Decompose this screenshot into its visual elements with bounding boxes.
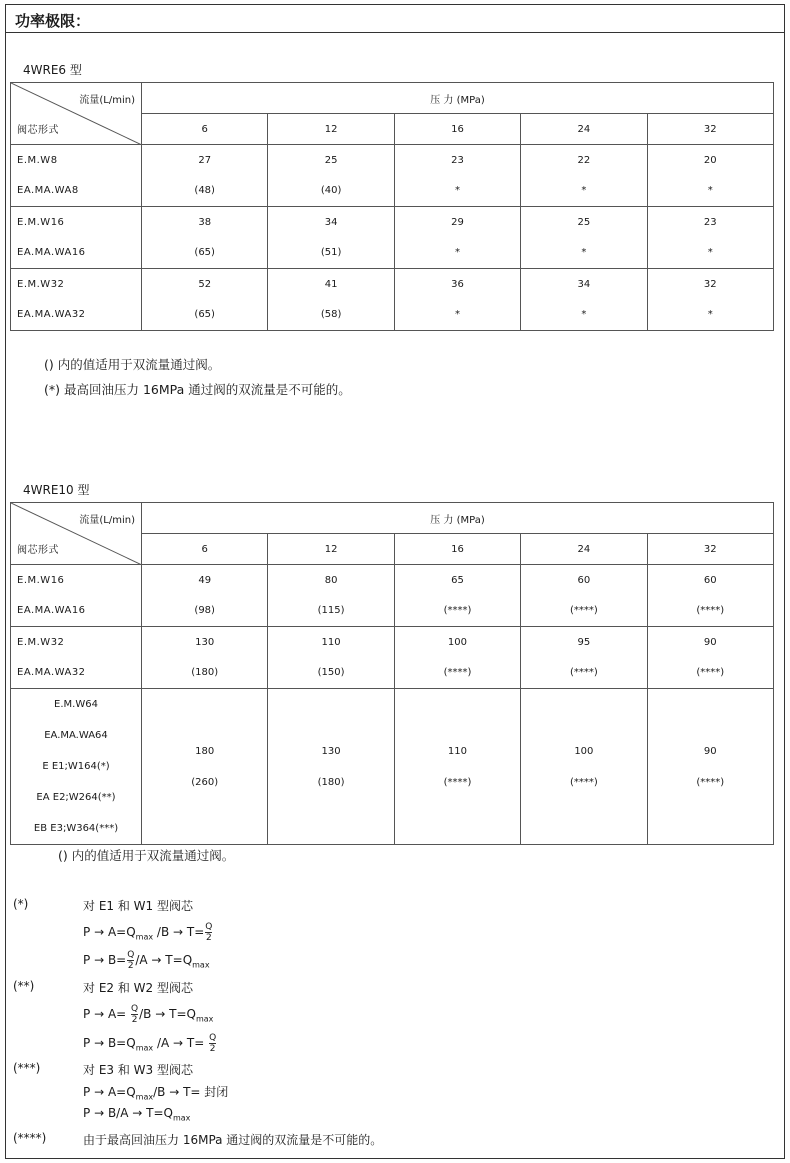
flow-value: 110 bbox=[268, 627, 394, 658]
table-row bbox=[11, 565, 774, 596]
flow-value: (****) bbox=[394, 658, 520, 689]
table-row-w64 bbox=[11, 689, 774, 845]
flow-value: 49 bbox=[142, 565, 268, 596]
spool-label: EA.MA.WA64 bbox=[44, 730, 108, 741]
value: 130 bbox=[321, 745, 341, 757]
flow-value: (****) bbox=[647, 596, 773, 627]
page-title: 功率极限： bbox=[6, 5, 784, 33]
table-row bbox=[11, 596, 774, 627]
w64-cell bbox=[394, 689, 520, 845]
flow-value: 27 bbox=[142, 145, 268, 176]
flow-value: (****) bbox=[521, 596, 647, 627]
pressure-col: 24 bbox=[521, 114, 647, 145]
spool-label: E.M.W8 bbox=[11, 145, 142, 176]
value-dual: (****) bbox=[443, 776, 472, 788]
flow-value: 25 bbox=[268, 145, 394, 176]
spool-header: 阀芯形式 bbox=[11, 114, 142, 145]
legend-key-2: (**) bbox=[13, 979, 35, 993]
table-row bbox=[11, 238, 774, 269]
flow-value: 23 bbox=[394, 145, 520, 176]
flow-value: 34 bbox=[268, 207, 394, 238]
spool-label: E.M.W32 bbox=[11, 627, 142, 658]
table-row bbox=[11, 627, 774, 658]
legend-text-2: 对 E2 和 W2 型阀芯 bbox=[83, 981, 193, 995]
corner-cell bbox=[11, 83, 142, 114]
spool-label: E.M.W32 bbox=[11, 269, 142, 300]
flow-value: 23 bbox=[647, 207, 773, 238]
formula-2b: $P \to B=Q_{max}$ /A → T= $\frac{Q}{2}$ bbox=[83, 1033, 217, 1054]
flow-value: 90 bbox=[647, 627, 773, 658]
formula-1b: P → B= $\frac{Q}{2}$ $/A \to T=Q_{max}$ bbox=[83, 950, 210, 971]
pressure-col: 12 bbox=[268, 534, 394, 565]
legend-text-1: 对 E1 和 W1 型阀芯 bbox=[83, 899, 193, 913]
table-row bbox=[11, 207, 774, 238]
flow-value: * bbox=[394, 176, 520, 207]
flow-value: (65) bbox=[142, 300, 268, 331]
table1-body bbox=[11, 145, 774, 331]
value: 180 bbox=[195, 745, 215, 757]
legend-key-4: (****) bbox=[13, 1131, 47, 1145]
legend-key-1: (*) bbox=[13, 897, 29, 911]
flow-value: (****) bbox=[394, 596, 520, 627]
w64-cell bbox=[521, 689, 647, 845]
flow-value: 60 bbox=[521, 565, 647, 596]
flow-value: (180) bbox=[142, 658, 268, 689]
table2-note: () 内的值适用于双流量通过阀。 bbox=[58, 848, 235, 863]
flow-value: 29 bbox=[394, 207, 520, 238]
flow-value: 60 bbox=[647, 565, 773, 596]
flow-value: 130 bbox=[142, 627, 268, 658]
flow-value: 65 bbox=[394, 565, 520, 596]
flow-value: * bbox=[394, 238, 520, 269]
spool-label: E.M.W64 bbox=[54, 699, 98, 710]
spool-label: EA.MA.WA16 bbox=[11, 596, 142, 627]
flow-value: * bbox=[521, 238, 647, 269]
spool-label: EA E2;W264(**) bbox=[36, 792, 116, 803]
table1-note-2: (*) 最高回油压力 16MPa 通过阀的双流量是不可能的。 bbox=[44, 382, 351, 397]
formula-1a: $P \to A=Q_{max}$ /B → T= $\frac{Q}{2}$ bbox=[83, 922, 213, 943]
legend-key-3: (***) bbox=[13, 1061, 41, 1075]
pressure-col: 16 bbox=[394, 534, 520, 565]
flow-value: (40) bbox=[268, 176, 394, 207]
flow-value: (150) bbox=[268, 658, 394, 689]
spool-label: EA.MA.WA32 bbox=[11, 300, 142, 331]
flow-value: 34 bbox=[521, 269, 647, 300]
table2-body bbox=[11, 565, 774, 689]
table-row bbox=[11, 300, 774, 331]
flow-value: (115) bbox=[268, 596, 394, 627]
formula-3b: $P \to B/A \to T=Q_{max}$ bbox=[83, 1106, 191, 1123]
flow-value: (98) bbox=[142, 596, 268, 627]
flow-value: (48) bbox=[142, 176, 268, 207]
flow-value: (65) bbox=[142, 238, 268, 269]
spool-label: EA.MA.WA32 bbox=[11, 658, 142, 689]
power-limit-table-4wre6 bbox=[10, 82, 774, 331]
legend-text-3: 对 E3 和 W3 型阀芯 bbox=[83, 1063, 193, 1077]
corner-cell bbox=[11, 503, 142, 534]
pressure-col: 32 bbox=[647, 534, 773, 565]
value: 110 bbox=[447, 745, 468, 757]
value-dual: (180) bbox=[317, 776, 345, 788]
flow-header: 流量(L/min) bbox=[79, 515, 135, 526]
power-limit-table-4wre10 bbox=[10, 502, 774, 845]
flow-value: 52 bbox=[142, 269, 268, 300]
flow-value: (****) bbox=[647, 658, 773, 689]
spool-label: E E1;W164(*) bbox=[42, 761, 110, 772]
value-dual: (****) bbox=[569, 776, 598, 788]
flow-value: 22 bbox=[521, 145, 647, 176]
pressure-col: 32 bbox=[647, 114, 773, 145]
flow-value: (58) bbox=[268, 300, 394, 331]
spool-label: E.M.W16 bbox=[11, 565, 142, 596]
value-dual: (260) bbox=[191, 776, 219, 788]
spool-header: 阀芯形式 bbox=[11, 534, 142, 565]
flow-value: * bbox=[647, 238, 773, 269]
value: 100 bbox=[574, 745, 594, 757]
flow-value: * bbox=[394, 300, 520, 331]
flow-header: 流量(L/min) bbox=[79, 95, 135, 106]
flow-value: * bbox=[521, 176, 647, 207]
pressure-col: 16 bbox=[394, 114, 520, 145]
spool-label: EA.MA.WA8 bbox=[11, 176, 142, 207]
spool-label: E.M.W16 bbox=[11, 207, 142, 238]
flow-value: 100 bbox=[394, 627, 520, 658]
flow-value: 25 bbox=[521, 207, 647, 238]
pressure-header: 压 力 (MPa) bbox=[142, 83, 774, 114]
table2-model: 4WRE10 型 bbox=[23, 483, 90, 497]
table-row bbox=[11, 176, 774, 207]
pressure-header: 压 力 (MPa) bbox=[142, 503, 774, 534]
flow-value: (****) bbox=[521, 658, 647, 689]
w64-cell bbox=[647, 689, 773, 845]
formula-3a: $P \to A=Q_{max}/B \to T=$ 封闭 bbox=[83, 1085, 229, 1102]
value-dual: (****) bbox=[696, 776, 725, 788]
flow-value: * bbox=[521, 300, 647, 331]
legend-text-4: 由于最高回油压力 16MPa 通过阀的双流量是不可能的。 bbox=[83, 1133, 383, 1147]
flow-value: 41 bbox=[268, 269, 394, 300]
pressure-col: 6 bbox=[142, 534, 268, 565]
value: 90 bbox=[703, 745, 717, 757]
spool-label: EA.MA.WA16 bbox=[11, 238, 142, 269]
table-row bbox=[11, 658, 774, 689]
flow-value: 38 bbox=[142, 207, 268, 238]
table-row bbox=[11, 269, 774, 300]
table1-model: 4WRE6 型 bbox=[23, 63, 82, 77]
formula-2a: P → A= $\frac{Q}{2}$ $/B \to T=Q_{max}$ bbox=[83, 1004, 214, 1025]
w64-cell bbox=[268, 689, 394, 845]
pressure-col: 24 bbox=[521, 534, 647, 565]
flow-value: (51) bbox=[268, 238, 394, 269]
flow-value: 32 bbox=[647, 269, 773, 300]
flow-value: 95 bbox=[521, 627, 647, 658]
w64-labels-cell bbox=[11, 689, 142, 845]
pressure-col: 6 bbox=[142, 114, 268, 145]
flow-value: 36 bbox=[394, 269, 520, 300]
flow-value: 20 bbox=[647, 145, 773, 176]
flow-value: * bbox=[647, 176, 773, 207]
spool-label: EB E3;W364(***) bbox=[33, 823, 119, 834]
flow-value: 80 bbox=[268, 565, 394, 596]
table-row bbox=[11, 145, 774, 176]
w64-cell bbox=[142, 689, 268, 845]
table1-note-1: () 内的值适用于双流量通过阀。 bbox=[44, 357, 221, 372]
flow-value: * bbox=[647, 300, 773, 331]
pressure-col: 12 bbox=[268, 114, 394, 145]
